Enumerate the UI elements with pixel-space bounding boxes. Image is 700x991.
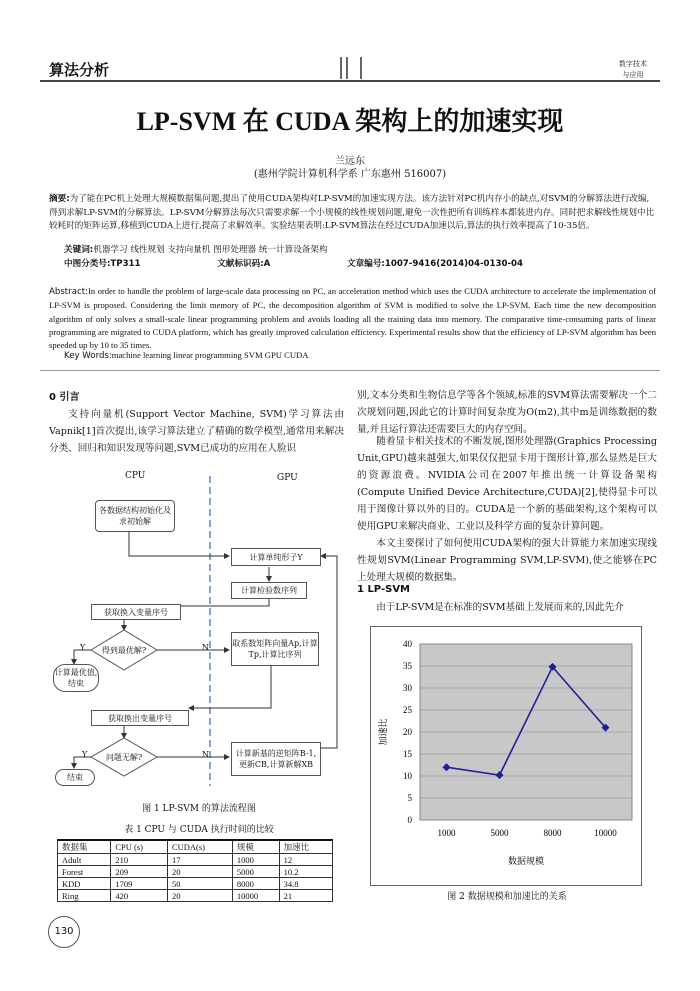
author: 兰远东 bbox=[335, 156, 365, 167]
classification-row bbox=[64, 257, 624, 269]
clc-label: 中图分类号: bbox=[64, 259, 111, 269]
table-cell: 1709 bbox=[111, 878, 168, 890]
no-solution-no-label: N bbox=[202, 750, 209, 759]
update-box: 计算新基的逆矩阵B-1,更新CB,计算新解XB bbox=[231, 742, 321, 776]
col-header: 加速比 bbox=[279, 840, 332, 854]
speedup-chart bbox=[370, 626, 642, 886]
x-tick-label: 5000 bbox=[490, 828, 509, 838]
table-cell: 8000 bbox=[232, 878, 279, 890]
table-cell: KDD bbox=[58, 878, 111, 890]
init-box: 各数据结构初始化及求初始解 bbox=[95, 500, 175, 532]
intro-paragraph-1: 支持向量机(Support Vector Machine, SVM)学习算法由Vapnik[1]首次提出,该学习算法建立了精确的数学模型,通常用来解决分类、回归和知识发现等问题,SVM已成功的应用在人脸识 bbox=[49, 409, 344, 454]
x-axis-label: 数据规模 bbox=[507, 857, 545, 867]
x-tick-label: 1000 bbox=[437, 828, 456, 838]
y-tick-label: 40 bbox=[403, 639, 412, 649]
no-solution-decision: 问题无解? bbox=[105, 752, 143, 762]
y-tick-label: 35 bbox=[403, 661, 412, 671]
abstract-cn-text: 为了能在PC机上处理大规模数据集问题,提出了使用CUDA架构对LP-SVM的加速实现方法。该方法针对PC机内存小的缺点,对SVM的分解算法进行改编,得到求解LP-SVM的分解算法。LP-SVM分解算法每次只需要求解一个小规模的线性规划问题,避免一次性把所有训练样本都装进内存。同时把求解线性规划中比较耗时的矩阵运算,移植到CUDA上进行,提高了求解效率。实验结果表明:LP-SVM算法在经过CUDA加速以后,算法的执行效率提高了10-35倍。 bbox=[49, 194, 655, 231]
table-cell: 20 bbox=[167, 866, 232, 878]
table-cell: 34.8 bbox=[279, 878, 332, 890]
table-cell: 209 bbox=[111, 866, 168, 878]
table-row bbox=[58, 890, 333, 902]
section-0-heading: 0 引言 bbox=[49, 392, 80, 403]
journal-name-line1: 数字技术 bbox=[619, 60, 647, 68]
table-cell: 1000 bbox=[232, 854, 279, 866]
x-tick-label: 10000 bbox=[594, 828, 617, 838]
calc-ratio-box: 取系数矩阵向量Ap,计算Tp,计算比序列 bbox=[231, 632, 319, 666]
divider bbox=[40, 370, 660, 371]
table-cell: 17 bbox=[167, 854, 232, 866]
flowchart bbox=[49, 468, 349, 798]
get-out-box: 获取换出变量序号 bbox=[91, 710, 189, 726]
table-cell: Adult bbox=[58, 854, 111, 866]
header-decoration bbox=[340, 57, 368, 79]
y-tick-label: 10 bbox=[403, 771, 412, 781]
col-header: CPU (s) bbox=[111, 840, 168, 854]
cpu-label: CPU bbox=[125, 471, 146, 481]
section-1-heading: 1 LP-SVM bbox=[357, 584, 411, 595]
paper-title: LP-SVM 在 CUDA 架构上的加速实现 bbox=[136, 107, 564, 136]
end-box: 结束 bbox=[55, 769, 95, 786]
intro-paragraph-3: 随着显卡相关技术的不断发展,图形处理器(Graphics Processing Unit,GPU)越来越强大,如果仅仅把显卡用于图形计算,那么显然是巨大的资源浪费。NVIDIA公司在2007年推出统一计算设备架构(Compute Unified Device Architecture,CUDA)[2],使得显卡可以用于图像计算以外的目的。CUDA是一个新的基础架构,这个架构可以使用GPU来解决商业、工业以及科学方面的复杂计算问题。 bbox=[357, 436, 657, 532]
y-tick-label: 5 bbox=[407, 793, 412, 803]
y-tick-label: 20 bbox=[403, 727, 412, 737]
calc-simplex-box: 计算单纯形子Y bbox=[231, 548, 321, 566]
table-cell: 420 bbox=[111, 890, 168, 902]
table-cell: 210 bbox=[111, 854, 168, 866]
doc-value: A bbox=[263, 259, 271, 269]
affiliation: (惠州学院计算机科学系 广东惠州 516007) bbox=[253, 169, 447, 180]
abstract-en bbox=[49, 285, 656, 352]
keywords-cn bbox=[64, 243, 328, 255]
intro-paragraph-2: 别,文本分类和生物信息学等各个领域,标准的SVM算法需要解决一个二次规划问题,因此它的计算时间复杂度为O(m2),其中m是训练数据的数量,并且运行算法还需要巨大的内存空间。 bbox=[357, 390, 657, 435]
col-header: 数据集 bbox=[58, 840, 111, 854]
gpu-label: GPU bbox=[277, 473, 298, 483]
table-1 bbox=[57, 839, 333, 902]
section-label: 算法分析 bbox=[49, 61, 110, 79]
intro-paragraph-4: 本文主要探讨了如何使用CUDA架构的强大计算能力来加速实现线性规划SVM(Linear Programming SVM,LP-SVM),使之能够在PC上处理大规模的数据集。 bbox=[357, 538, 657, 583]
figure-2-caption: 图 2 数据规模和加速比的关系 bbox=[447, 892, 567, 902]
table-cell: 21 bbox=[279, 890, 332, 902]
table-row bbox=[58, 854, 333, 866]
clc-value: TP311 bbox=[110, 259, 141, 269]
table-cell: 20 bbox=[167, 890, 232, 902]
journal-name-line2: 与应用 bbox=[622, 71, 644, 79]
article-value: 1007-9416(2014)04-0130-04 bbox=[384, 259, 524, 269]
table-1-caption: 表 1 CPU 与 CUDA 执行时间的比较 bbox=[124, 825, 274, 835]
table-cell: 10000 bbox=[232, 890, 279, 902]
doc-label: 文献标识码: bbox=[217, 259, 264, 269]
keywords-cn-text: 机器学习 线性规划 支持向量机 图形处理器 统一计算设备架构 bbox=[93, 245, 328, 255]
table-cell: 5000 bbox=[232, 866, 279, 878]
abstract-en-label: Abstract: bbox=[49, 287, 88, 297]
abstract-cn-label: 摘要: bbox=[49, 194, 70, 204]
table-cell: 50 bbox=[167, 878, 232, 890]
y-tick-label: 15 bbox=[403, 749, 412, 759]
table-row bbox=[58, 878, 333, 890]
optimal-yes-label: Y bbox=[80, 643, 86, 652]
table-cell: 10.2 bbox=[279, 866, 332, 878]
optimal-no-label: N bbox=[202, 643, 209, 652]
keywords-en-label: Key Words: bbox=[64, 351, 112, 361]
abstract-en-text: In order to handle the problem of large-scale data processing on PC, an acceleration method which uses the CUDA architecture to accelerate the implementation of LP-SVM is proposed. Considering the limit memory of PC, the decomposition algorithm of SVM is modified to solve the LP-SVM. Each time the new decomposition algorithm of only solves a small-scale linear programming problem and avoids loading all the training data into memory. The comparative time-consuming parts of linear programming are migrated to CUDA platform, which has greatly improved calculation efficiency. Experimental results show that the efficiency of LP-SVM algorithm has been speeded up by 10 to 35 times. bbox=[49, 286, 656, 351]
page-number: 130 bbox=[48, 916, 80, 948]
get-in-box: 获取换入变量序号 bbox=[91, 604, 181, 620]
chart-svg bbox=[370, 626, 642, 886]
table-header-row bbox=[58, 840, 333, 854]
keywords-en bbox=[64, 350, 308, 361]
figure-1-caption: 图 1 LP-SVM 的算法流程图 bbox=[142, 804, 256, 814]
col-header: 规模 bbox=[232, 840, 279, 854]
keywords-cn-label: 关键词: bbox=[64, 245, 94, 255]
col-header: CUDA(s) bbox=[167, 840, 232, 854]
optimal-decision: 得到最优解? bbox=[101, 645, 147, 655]
header-rule bbox=[40, 80, 660, 82]
section-1-paragraph-1: 由于LP-SVM是在标准的SVM基础上发展而来的,因此先介 bbox=[376, 602, 624, 613]
x-tick-label: 8000 bbox=[543, 828, 562, 838]
no-solution-yes-label: Y bbox=[82, 750, 88, 759]
keywords-en-text: machine learning linear programming SVM GPU CUDA bbox=[111, 350, 309, 360]
y-tick-label: 30 bbox=[403, 683, 412, 693]
journal-logo bbox=[619, 59, 647, 81]
abstract-cn bbox=[49, 193, 656, 234]
table-cell: Ring bbox=[58, 890, 111, 902]
calc-check-box: 计算检验数序列 bbox=[231, 582, 307, 599]
y-tick-label: 0 bbox=[407, 815, 412, 825]
y-tick-label: 25 bbox=[403, 705, 412, 715]
y-axis-label: 加速比 bbox=[379, 718, 389, 746]
table-cell: Forest bbox=[58, 866, 111, 878]
article-label: 文章编号: bbox=[347, 259, 385, 269]
table-row bbox=[58, 866, 333, 878]
output-box: 计算最优值,结束 bbox=[53, 664, 99, 692]
table-cell: 12 bbox=[279, 854, 332, 866]
